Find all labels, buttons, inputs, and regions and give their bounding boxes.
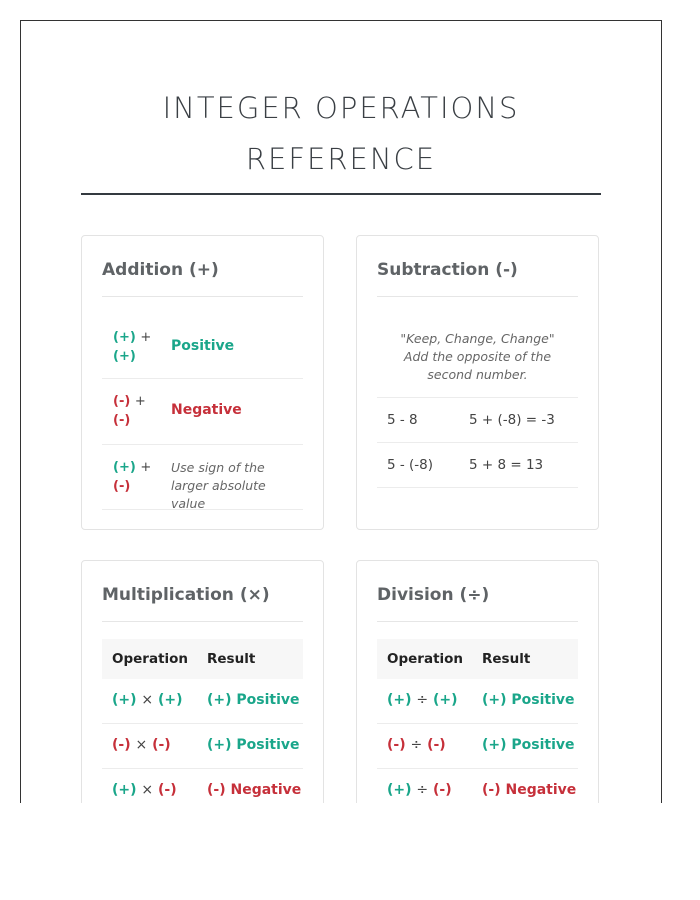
heading-divider bbox=[102, 296, 303, 297]
sign-negative: (-) bbox=[113, 413, 131, 428]
subtraction-example-row bbox=[377, 398, 578, 443]
equivalent-addition: 5 + 8 = 13 bbox=[469, 457, 544, 473]
result-negative: Negative bbox=[171, 402, 242, 418]
operator: + bbox=[140, 330, 152, 345]
heading-divider bbox=[377, 621, 578, 622]
result-positive: (+) Positive bbox=[482, 737, 575, 753]
result-positive: (+) Positive bbox=[482, 692, 575, 708]
multiplication-heading: Multiplication (×) bbox=[102, 585, 270, 605]
subtraction-example-row bbox=[377, 443, 578, 488]
column-header-result: Result bbox=[207, 651, 256, 667]
addition-row bbox=[102, 445, 303, 510]
result-positive: (+) Positive bbox=[207, 692, 300, 708]
operator: × bbox=[141, 692, 154, 708]
larger-absolute-value-note: Use sign of the larger absolute value bbox=[171, 460, 266, 511]
operator: + bbox=[140, 460, 152, 475]
subtraction-heading: Subtraction (-) bbox=[377, 260, 518, 280]
sign-positive: (+) bbox=[113, 330, 136, 345]
division-card bbox=[356, 560, 599, 803]
result-positive: (+) Positive bbox=[207, 737, 300, 753]
sign-negative: (-) bbox=[387, 737, 406, 753]
addition-heading: Addition (+) bbox=[102, 260, 219, 280]
result-negative: (-) Negative bbox=[207, 782, 302, 798]
page-title bbox=[81, 83, 601, 185]
operator: ÷ bbox=[410, 737, 423, 753]
table-row bbox=[377, 769, 578, 803]
sign-negative: (-) bbox=[113, 479, 131, 494]
sign-negative: (-) bbox=[158, 782, 177, 798]
table-header bbox=[102, 639, 303, 679]
note-line: "Keep, Change, Change" bbox=[400, 331, 555, 346]
sign-positive: (+) bbox=[112, 692, 137, 708]
column-header-operation: Operation bbox=[387, 651, 464, 667]
sign-positive: (+) bbox=[112, 782, 137, 798]
table-header bbox=[377, 639, 578, 679]
sign-positive: (+) bbox=[158, 692, 183, 708]
title-divider bbox=[81, 193, 601, 195]
sign-negative: (-) bbox=[427, 737, 446, 753]
operator: ÷ bbox=[416, 782, 429, 798]
table-row bbox=[102, 769, 303, 803]
sign-positive: (+) bbox=[387, 692, 412, 708]
reference-page bbox=[20, 20, 662, 803]
equivalent-addition: 5 + (-8) = -3 bbox=[469, 412, 555, 428]
table-row bbox=[377, 679, 578, 724]
sign-positive: (+) bbox=[113, 460, 136, 475]
sign-negative: (-) bbox=[113, 394, 131, 409]
title-line-1: INTEGER OPERATIONS bbox=[162, 91, 520, 125]
result-negative: (-) Negative bbox=[482, 782, 577, 798]
heading-divider bbox=[102, 621, 303, 622]
operator: × bbox=[135, 737, 148, 753]
title-line-2: REFERENCE bbox=[245, 142, 437, 176]
keep-change-change-note bbox=[377, 330, 578, 384]
sign-positive: (+) bbox=[387, 782, 412, 798]
table-row bbox=[102, 724, 303, 769]
table-row bbox=[377, 724, 578, 769]
subtraction-expression: 5 - 8 bbox=[387, 412, 418, 428]
sign-negative: (-) bbox=[433, 782, 452, 798]
heading-divider bbox=[377, 296, 578, 297]
operator: + bbox=[134, 394, 146, 409]
sign-positive: (+) bbox=[433, 692, 458, 708]
note-line: Add the opposite of the bbox=[403, 349, 552, 364]
addition-card bbox=[81, 235, 324, 530]
subtraction-expression: 5 - (-8) bbox=[387, 457, 434, 473]
addition-row bbox=[102, 379, 303, 445]
result-positive: Positive bbox=[171, 338, 235, 354]
subtraction-card bbox=[356, 235, 599, 530]
addition-row bbox=[102, 318, 303, 379]
sign-negative: (-) bbox=[152, 737, 171, 753]
note-line: second number. bbox=[427, 367, 528, 382]
table-row bbox=[102, 679, 303, 724]
operator: ÷ bbox=[416, 692, 429, 708]
multiplication-card bbox=[81, 560, 324, 803]
column-header-result: Result bbox=[482, 651, 531, 667]
sign-positive: (+) bbox=[113, 349, 136, 364]
division-heading: Division (÷) bbox=[377, 585, 490, 605]
operator: × bbox=[141, 782, 154, 798]
sign-negative: (-) bbox=[112, 737, 131, 753]
column-header-operation: Operation bbox=[112, 651, 189, 667]
